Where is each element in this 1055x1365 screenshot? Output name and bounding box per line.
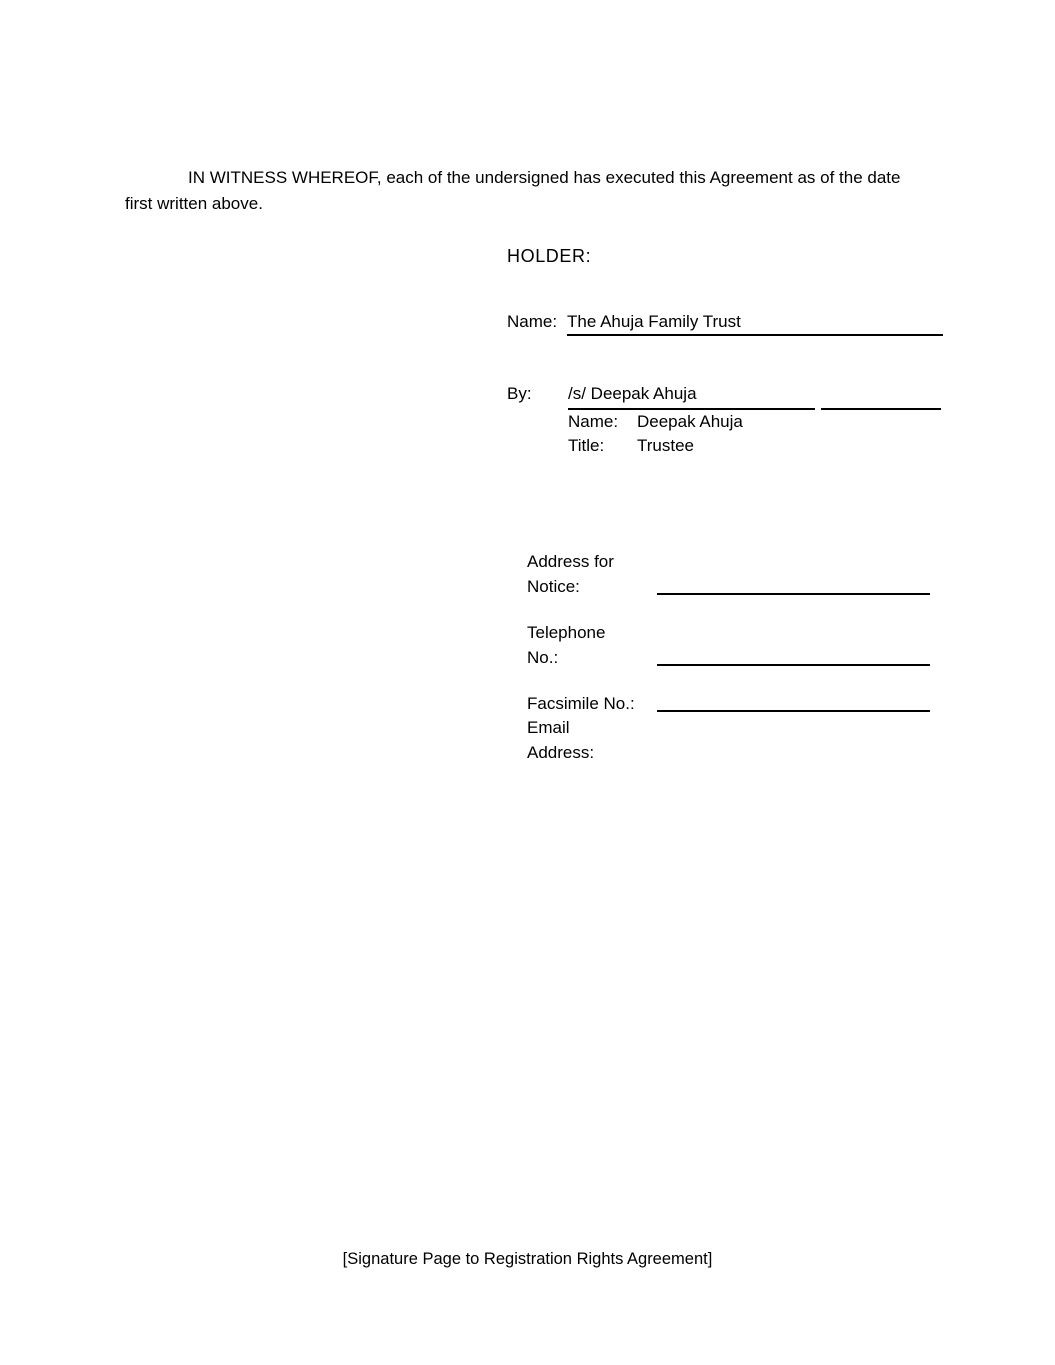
signer-name-label: Name: bbox=[568, 412, 619, 431]
email-label-line1: Email bbox=[527, 718, 570, 737]
holder-name-label: Name: bbox=[507, 312, 558, 331]
holder-name-value: The Ahuja Family Trust bbox=[567, 312, 741, 331]
telephone-label-line1: Telephone bbox=[527, 623, 606, 642]
facsimile-label: Facsimile No.: bbox=[527, 694, 635, 713]
holder-name-row bbox=[507, 312, 943, 336]
facsimile-fill-line bbox=[657, 710, 930, 712]
signer-title-row bbox=[568, 434, 941, 458]
signer-name-row bbox=[568, 410, 941, 434]
email-label-line2: Address: bbox=[527, 743, 595, 762]
intro-paragraph: IN WITNESS WHEREOF, each of the undersigned has executed this Agreement as of the date first written above. bbox=[125, 168, 901, 213]
email-address-row bbox=[527, 715, 657, 765]
telephone-label-line2: No.: bbox=[527, 648, 559, 667]
by-signature-row bbox=[507, 382, 941, 410]
holder-name-fill-line bbox=[567, 312, 943, 336]
address-fill-line bbox=[657, 593, 930, 595]
signer-title-value: Trustee bbox=[637, 436, 695, 455]
signature-fill-line bbox=[568, 382, 815, 410]
address-label-line1: Address for bbox=[527, 552, 614, 571]
address-for-notice-label bbox=[527, 549, 657, 599]
signer-title-label: Title: bbox=[568, 436, 605, 455]
telephone-label bbox=[527, 620, 657, 670]
telephone-row bbox=[527, 620, 930, 670]
telephone-fill-line bbox=[657, 664, 930, 666]
address-for-notice-row bbox=[527, 549, 930, 599]
email-address-label bbox=[527, 715, 657, 765]
signature-extra-fill-line bbox=[821, 406, 941, 410]
signature-value: /s/ Deepak Ahuja bbox=[568, 384, 697, 403]
signature-page-footer: [Signature Page to Registration Rights Agreement] bbox=[342, 1250, 713, 1268]
holder-heading: HOLDER: bbox=[507, 246, 592, 266]
by-label: By: bbox=[507, 384, 532, 403]
by-signature-block bbox=[507, 382, 941, 458]
signer-name-value: Deepak Ahuja bbox=[637, 412, 743, 431]
address-label-line2: Notice: bbox=[527, 577, 580, 596]
facsimile-row bbox=[527, 691, 930, 716]
